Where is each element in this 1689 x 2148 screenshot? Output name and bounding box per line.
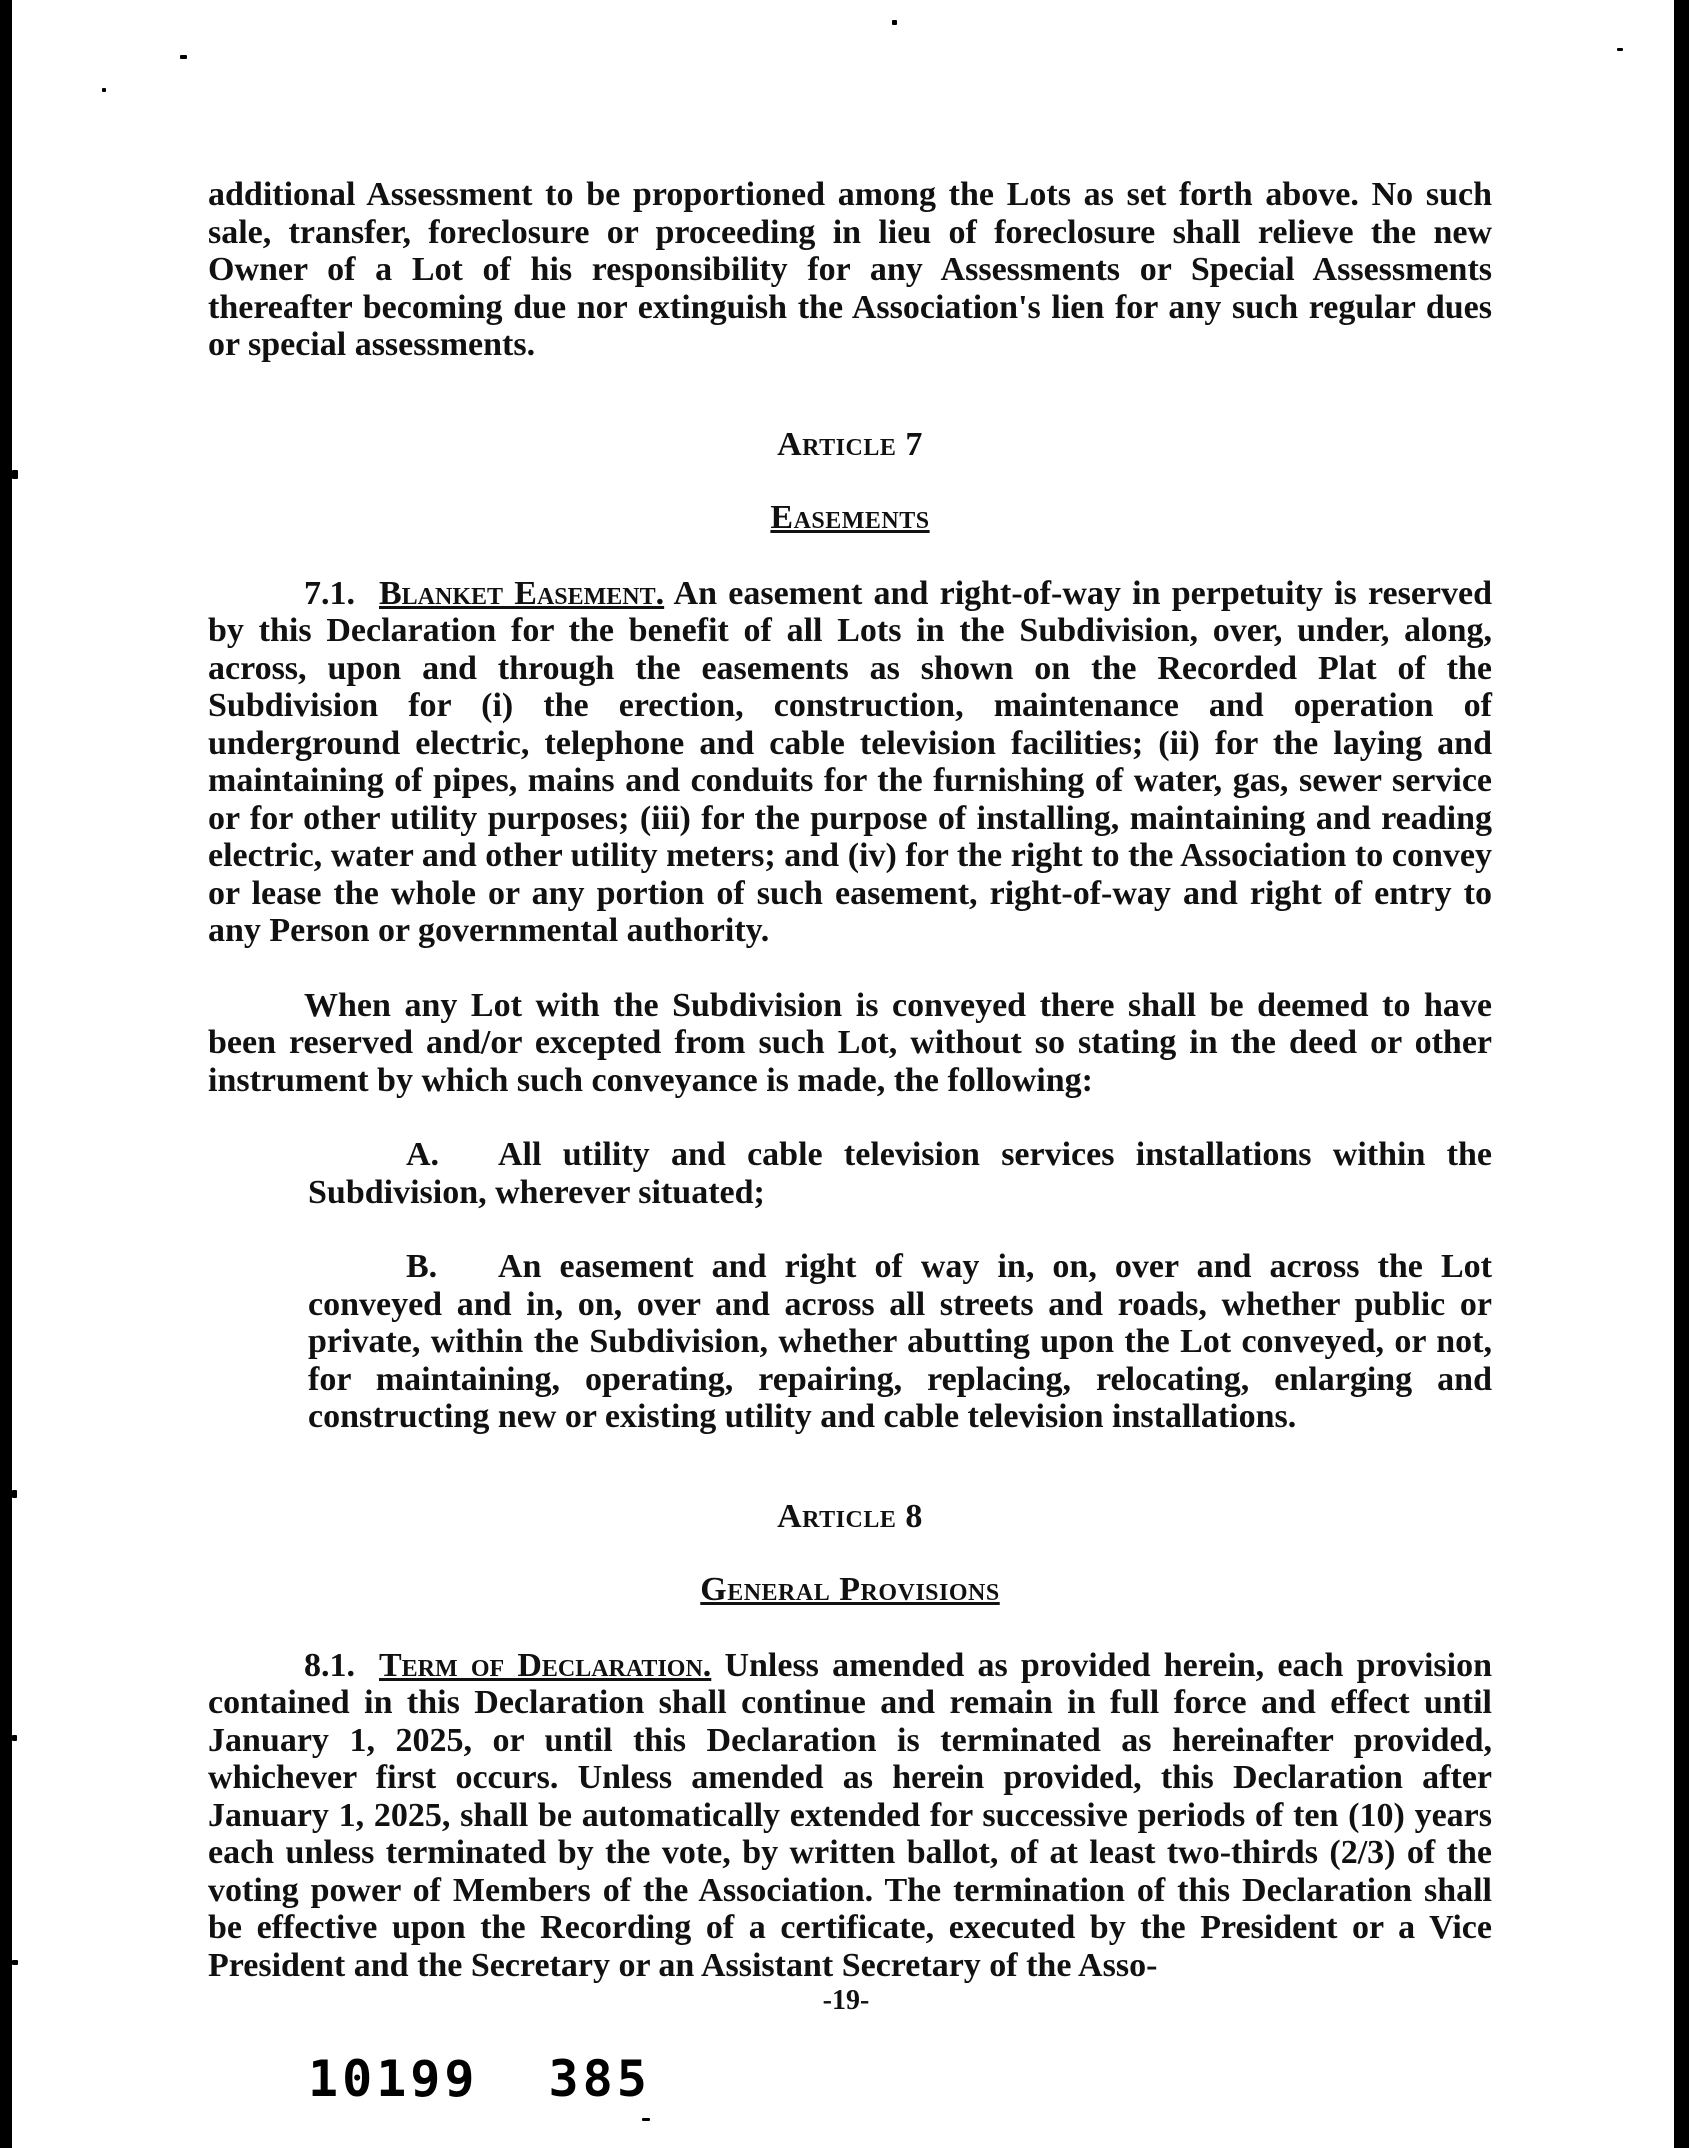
page-number: -19- — [822, 1985, 870, 2016]
article-7-title: Easements — [770, 499, 930, 536]
list-item-b — [308, 1248, 1492, 1436]
scan-speck — [12, 1490, 17, 1498]
scan-speck — [642, 2118, 650, 2121]
section-8-1-text: Unless amended as provided herein, each provision contained in this Declaration shall continue and remain in full force and effect until January 1, 2025, or until this Declaration is terminated as hereinafter provided, whichever first occurs. Unless amended as herein provided, this Declaration after January 1, 2025, shall be automatically extended for successive periods of ten (10) years each unless terminated by the vote, by written ballot, of at least two-thirds (2/3) of the voting power of Members of the Association. The termination of this Declaration shall be effective upon the Recording of a certificate, executed by the President or a Vice President and the Secretary or an Assistant Secretary of the Asso- — [208, 1646, 1493, 1984]
scan-speck — [12, 1735, 17, 1741]
section-7-1-number: 7.1. — [304, 574, 355, 612]
section-8-1 — [208, 1647, 1492, 1985]
scan-speck — [1617, 48, 1623, 51]
list-item-a — [308, 1136, 1492, 1211]
list-item-b-text: An easement and right of way in, on, over and across the Lot conveyed and in, on, over and across all streets and roads, whether public or private, within the Subdivision, whether abutting upon the Lot conveyed, or not, for maintaining, operating, repairing, replacing, relocating, enlarging and constructing new or existing utility and cable television installations. — [308, 1248, 1492, 1435]
opening-paragraph: additional Assessment to be proportioned among the Lots as set forth above. No such sale, transfer, foreclosure or proceeding in lieu of foreclosure shall relieve the new Owner of a Lot of his responsibility for any Assessments or Special Assessments thereafter becoming due nor extinguish the Association's lien for any such regular dues or special assessments. — [208, 176, 1492, 363]
section-8-1-number: 8.1. — [304, 1646, 355, 1684]
scan-speck — [12, 1960, 18, 1965]
recording-stamp — [308, 2050, 651, 2108]
section-7-1-caption: Blanket Easement. — [379, 574, 665, 612]
stamp-book-number: 10199 — [308, 2050, 479, 2108]
section-8-1-caption: Term of Declaration. — [379, 1646, 712, 1684]
scan-speck — [102, 88, 106, 92]
article-8-title: General Provisions — [700, 1571, 1000, 1608]
list-item-a-text: All utility and cable television services installations within the Subdivision, wherever situated; — [308, 1136, 1492, 1211]
section-7-1 — [208, 575, 1492, 950]
list-item-a-letter: A. — [406, 1136, 440, 1173]
scan-speck — [892, 20, 897, 25]
list-item-b-letter: B. — [406, 1248, 438, 1285]
conveyance-paragraph: When any Lot with the Subdivision is conveyed there shall be deemed to have been reserved and/or excepted from such Lot, without so stating in the deed or other instrument by which such conveyance is made, the following: — [208, 986, 1492, 1099]
scan-edge — [1674, 0, 1680, 2148]
stamp-page-number: 385 — [548, 2050, 651, 2108]
scan-speck — [12, 470, 18, 479]
article-7-number: Article 7 — [777, 425, 923, 463]
section-7-1-text: An easement and right-of-way in perpetuity is reserved by this Declaration for the benefit of all Lots in the Subdivision, over, under, along, across, upon and through the easements as shown on the Recorded Plat of the Subdivision for (i) the erection, construction, maintenance and operation of underground electric, telephone and cable television facilities; (ii) for the laying and maintaining of pipes, mains and conduits for the furnishing of water, gas, sewer service or for other utility purposes; (iii) for the purpose of installing, maintaining and reading electric, water and other utility meters; and (iv) for the right to the Association to convey or lease the whole or any portion of such easement, right-of-way and right of entry to any Person or governmental authority. — [208, 574, 1493, 949]
document-body — [208, 176, 1492, 1984]
scan-speck — [180, 55, 187, 59]
document-page — [12, 0, 1680, 2148]
article-8-number: Article 8 — [777, 1497, 923, 1535]
